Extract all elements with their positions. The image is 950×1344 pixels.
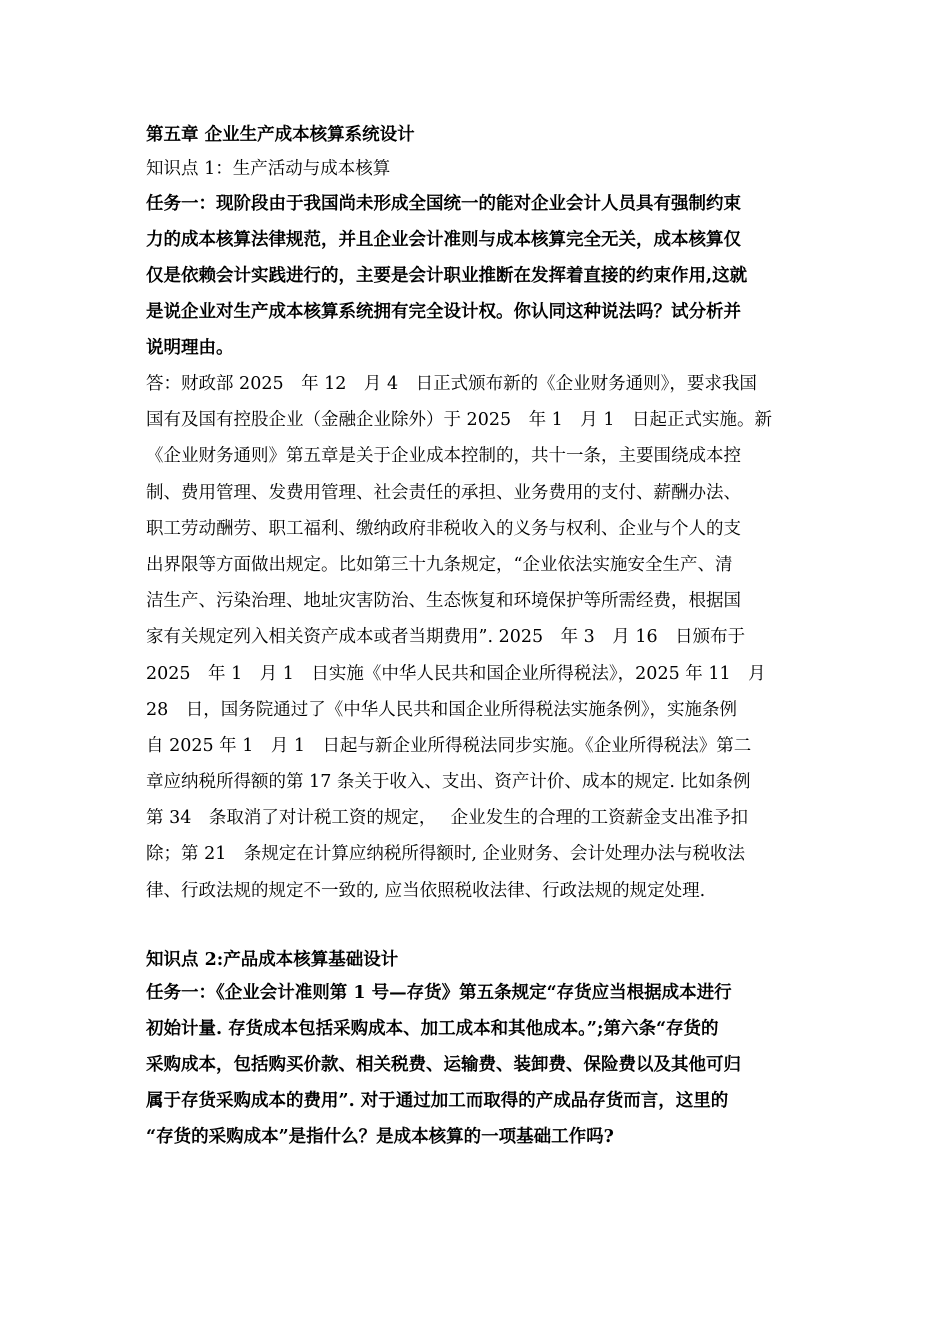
answer-line: 家有关规定列入相关资产成本或者当期费用”. 2025 年 3 月 16 日颁布于: [146, 627, 746, 648]
task-line: 采购成本，包括购买价款、相关税费、运输费、装卸费、保险费以及其他可归: [146, 1054, 741, 1075]
task-line: 属于存货采购成本的费用”. 对于通过加工而取得的产成品存货而言，这里的: [146, 1090, 729, 1111]
task-line: 初始计量. 存货成本包括采购成本、加工成本和其他成本。”;第六条“存货的: [146, 1018, 719, 1039]
task-line: 任务一：《企业会计准则第 1 号—存货》第五条规定“存货应当根据成本进行: [146, 982, 732, 1003]
answer-line: 职工劳动酬劳、职工福利、缴纳政府非税收入的义务与权利、企业与个人的支: [146, 518, 741, 539]
answer-line: 制、费用管理、发费用管理、社会责任的承担、业务费用的支付、薪酬办法、: [146, 482, 741, 503]
knowledge-point-2-heading: 知识点 2:产品成本核算基础设计: [146, 949, 399, 970]
task-line: 是说企业对生产成本核算系统拥有完全设计权。你认同这种说法吗？试分析并: [146, 302, 741, 322]
task-line: “存货的采购成本”是指什么？是成本核算的一项基础工作吗?: [146, 1126, 614, 1147]
answer-line: 除；第 21 条规定在计算应纳税所得额时, 企业财务、会计处理办法与税收法: [146, 844, 745, 865]
answer-line: 2025 年 1 月 1 日实施《中华人民共和国企业所得税法》，2025 年 11 月: [146, 663, 766, 684]
answer-line: 章应纳税所得额的第 17 条关于收入、支出、资产计价、成本的规定. 比如条例: [146, 772, 751, 793]
answer-line: 《企业财务通则》第五章是关于企业成本控制的，共十一条，主要围绕成本控: [146, 446, 741, 467]
task-line: 说明理由。: [146, 338, 234, 358]
answer-line: 答：财政部 2025 年 12 月 4 日正式颁布新的《企业财务通则》，要求我国: [146, 374, 757, 394]
answer-line: 28 日，国务院通过了《中华人民共和国企业所得税法实施条例》，实施条例: [146, 699, 738, 720]
kp2-task-question: [146, 975, 816, 1155]
answer-line: 洁生产、污染治理、地址灾害防治、生态恢复和环境保护等所需经费，根据国: [146, 591, 741, 612]
answer-line: 第 34 条取消了对计税工资的规定， 企业发生的合理的工资薪金支出准予扣: [146, 808, 749, 829]
task-line: 任务一：现阶段由于我国尚未形成全国统一的能对企业会计人员具有强制约束: [146, 194, 741, 214]
task-line: 仅是依赖会计实践进行的，主要是会计职业推断在发挥着直接的约束作用,这就: [146, 266, 748, 286]
answer-line: 自 2025 年 1 月 1 日起与新企业所得税法同步实施。《企业所得税法》第二: [146, 735, 752, 756]
answer-line: 国有及国有控股企业（金融企业除外）于 2025 年 1 月 1 日起正式实施。新: [146, 410, 772, 431]
knowledge-point-1-heading: 知识点 1：生产活动与成本核算: [146, 159, 391, 179]
answer-line: 出界限等方面做出规定。比如第三十九条规定，“企业依法实施安全生产、清: [146, 554, 733, 575]
kp1-task-question: [146, 186, 816, 366]
kp1-answer: [146, 366, 816, 909]
answer-line: 律、行政法规的规定不一致的, 应当依照税收法律、行政法规的规定处理.: [146, 880, 706, 901]
section-spacer: [146, 909, 816, 945]
chapter-title: 第五章 企业生产成本核算系统设计: [146, 125, 415, 145]
document-page: [146, 118, 816, 1155]
task-line: 力的成本核算法律规范，并且企业会计准则与成本核算完全无关，成本核算仅: [146, 230, 741, 250]
